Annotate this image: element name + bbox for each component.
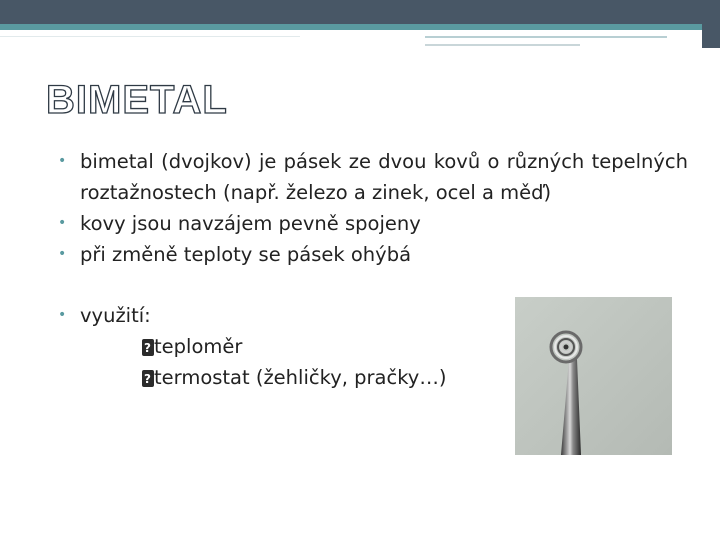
bullet-item xyxy=(58,146,688,208)
bullet-text: bimetal (dvojkov) je pásek ze dvou kovů o různých tepelných roztažnostech (např. železo a zinek, ocel a měď) xyxy=(80,150,688,204)
missing-glyph-icon xyxy=(142,339,154,356)
missing-glyph-icon xyxy=(142,370,154,387)
decor-line xyxy=(425,44,580,46)
top-accent-bar xyxy=(0,24,702,30)
bullet-icon: • xyxy=(58,215,67,231)
sub-item-text: termostat (žehličky, pračky…) xyxy=(154,366,447,389)
bullet-item xyxy=(58,208,688,239)
bullet-icon: • xyxy=(58,246,67,262)
top-decor-bar-tail xyxy=(702,0,720,48)
bullet-text: kovy jsou navzájem pevně spojeny xyxy=(80,212,421,235)
bimetal-coil-illustration xyxy=(515,297,672,455)
bullet-item xyxy=(58,239,460,270)
spacer xyxy=(58,270,688,300)
decor-line xyxy=(0,36,300,37)
sub-item-text: teploměr xyxy=(154,335,243,358)
decor-line xyxy=(425,36,667,38)
bullet-icon: • xyxy=(58,153,67,169)
top-decor-bar xyxy=(0,0,720,24)
usage-label: využití: xyxy=(80,304,151,327)
bullet-text: při změně teploty se pásek ohýbá xyxy=(80,243,412,266)
bullet-item xyxy=(58,300,460,331)
slide-title: BIMETAL xyxy=(46,78,228,122)
bimetal-coil-photo xyxy=(515,297,672,455)
bullet-icon: • xyxy=(58,307,67,323)
